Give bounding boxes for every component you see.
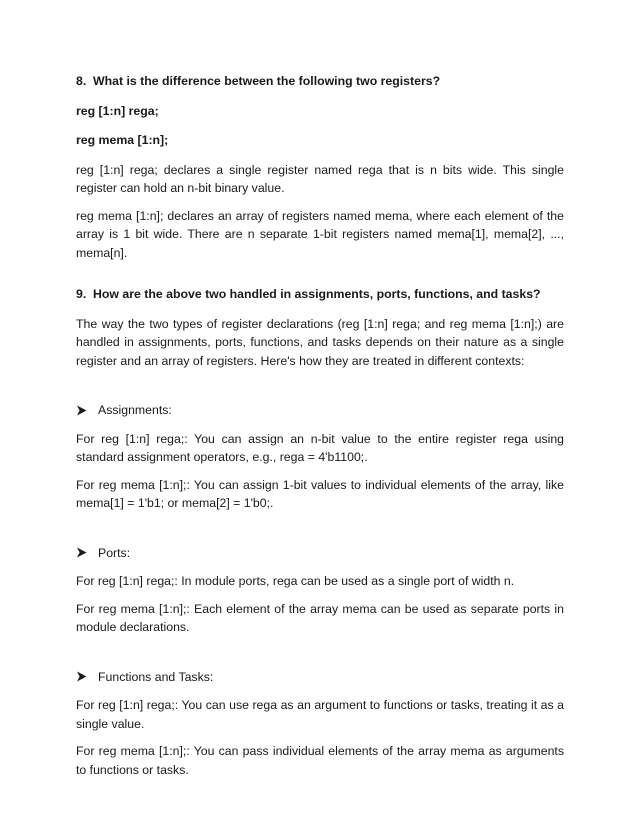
question-8-number: 8. [76,74,87,88]
code-mema-heading: reg mema [1:n]; [76,133,169,147]
rega-explanation: reg [1:n] rega; declares a single register named rega that is n bits wide. This single register can hold an n-bit binary value. [76,162,564,195]
ports-rega: For reg [1:n] rega;: In module ports, rega can be used as a single port of width n. [76,574,515,588]
question-9-number: 9. [76,287,87,301]
bullet-ports [76,544,564,563]
arrowhead-bullet-icon [76,405,94,416]
code-rega-heading: reg [1:n] rega; [76,103,159,118]
question-9-heading [76,285,564,304]
functions-tasks-mema: For reg mema [1:n];: You can pass individual elements of the array mema as arguments to functions or tasks. [76,744,564,777]
question-8-text: What is the difference between the following two registers? [93,74,441,88]
bullet-assignments [76,401,564,420]
ports-mema: For reg mema [1:n];: Each element of the array mema can be used as separate ports in module declarations. [76,601,564,634]
bullet-label-assignments: Assignments: [98,403,172,417]
assignments-rega: For reg [1:n] rega;: You can assign an n-bit value to the entire register rega using standard assignment operators, e.g., rega = 4'b1100;. [76,431,564,464]
question-9-intro: The way the two types of register declarations (reg [1:n] rega; and reg mema [1:n];) are handled in assignments, ports, functions, and tasks depends on their nature as a single register and an array of registers. Here's how they are treated in different contexts: [76,316,564,368]
mema-explanation: reg mema [1:n]; declares an array of registers named mema, where each element of the array is 1 bit wide. There are n separate 1-bit registers named mema[1], mema[2], ..., mema[n]. [76,208,564,260]
bullet-label-functions-tasks: Functions and Tasks: [98,669,214,684]
bullet-functions-tasks [76,668,564,687]
arrowhead-bullet-icon [76,547,94,558]
document-page [76,72,564,788]
question-8-heading [76,72,564,91]
question-9-text: How are the above two handled in assignments, ports, functions, and tasks? [93,287,541,301]
bullet-label-ports: Ports: [98,545,131,560]
arrowhead-bullet-icon [76,671,94,682]
assignments-mema: For reg mema [1:n];: You can assign 1-bit values to individual elements of the array, like mema[1] = 1'b1; or mema[2] = 1'b0;. [76,477,564,510]
functions-tasks-rega: For reg [1:n] rega;: You can use rega as an argument to functions or tasks, treating it as a single value. [76,698,564,731]
